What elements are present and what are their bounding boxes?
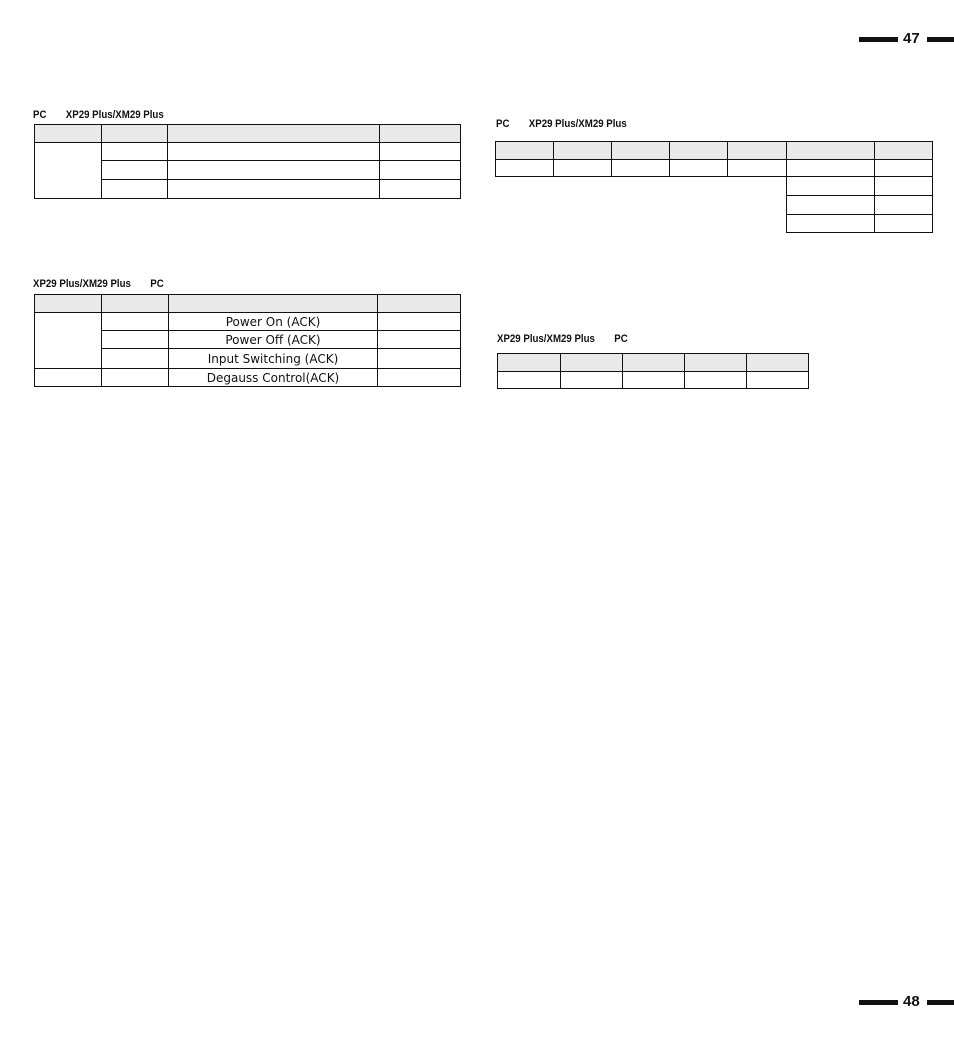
page-mark-bar (927, 1000, 954, 1005)
caption-from: XP29 Plus/XM29 Plus (33, 278, 131, 290)
table-row (787, 215, 933, 233)
caption-to: PC (150, 278, 164, 290)
response-cell: Power On (ACK) (169, 313, 378, 331)
table-header-row (496, 142, 933, 160)
response-cell: Input Switching (ACK) (169, 349, 378, 369)
page-mark-bar (859, 1000, 898, 1005)
caption-from: PC (496, 118, 510, 130)
response-cell: Power Off (ACK) (169, 331, 378, 349)
example-response-table (497, 353, 809, 389)
caption-from: XP29 Plus/XM29 Plus (497, 333, 595, 345)
table-caption-monitor-to-pc-example (497, 333, 628, 346)
caption-to: XP29 Plus/XM29 Plus (528, 118, 627, 130)
page-number-label: 48 (903, 993, 920, 1010)
table-row (787, 196, 933, 215)
response-table-monitor-to-pc (34, 294, 461, 387)
caption-from: PC (33, 109, 47, 121)
caption-to: XP29 Plus/XM29 Plus (65, 109, 164, 121)
example-table-continuation (786, 176, 933, 233)
table-header-row (498, 354, 809, 372)
page-number-top (859, 30, 954, 48)
page-mark-bar (927, 37, 954, 42)
table-caption-monitor-to-pc (33, 278, 164, 291)
table-caption-pc-to-monitor-example (496, 118, 627, 131)
table-caption-pc-to-monitor (33, 109, 164, 122)
table-header-row (35, 125, 461, 143)
table-row (35, 313, 461, 331)
table-row (498, 372, 809, 389)
table-row (496, 160, 933, 177)
command-table-pc-to-monitor (34, 124, 461, 199)
page-number-bottom (859, 993, 954, 1011)
page-mark-bar (859, 37, 898, 42)
page-number-label: 47 (903, 30, 920, 47)
caption-to: PC (614, 333, 628, 345)
table-row (35, 369, 461, 387)
table-header-row (35, 295, 461, 313)
response-cell: Degauss Control(ACK) (169, 369, 378, 387)
table-row (35, 143, 461, 161)
table-row (787, 177, 933, 196)
example-table-row-block (495, 141, 933, 177)
